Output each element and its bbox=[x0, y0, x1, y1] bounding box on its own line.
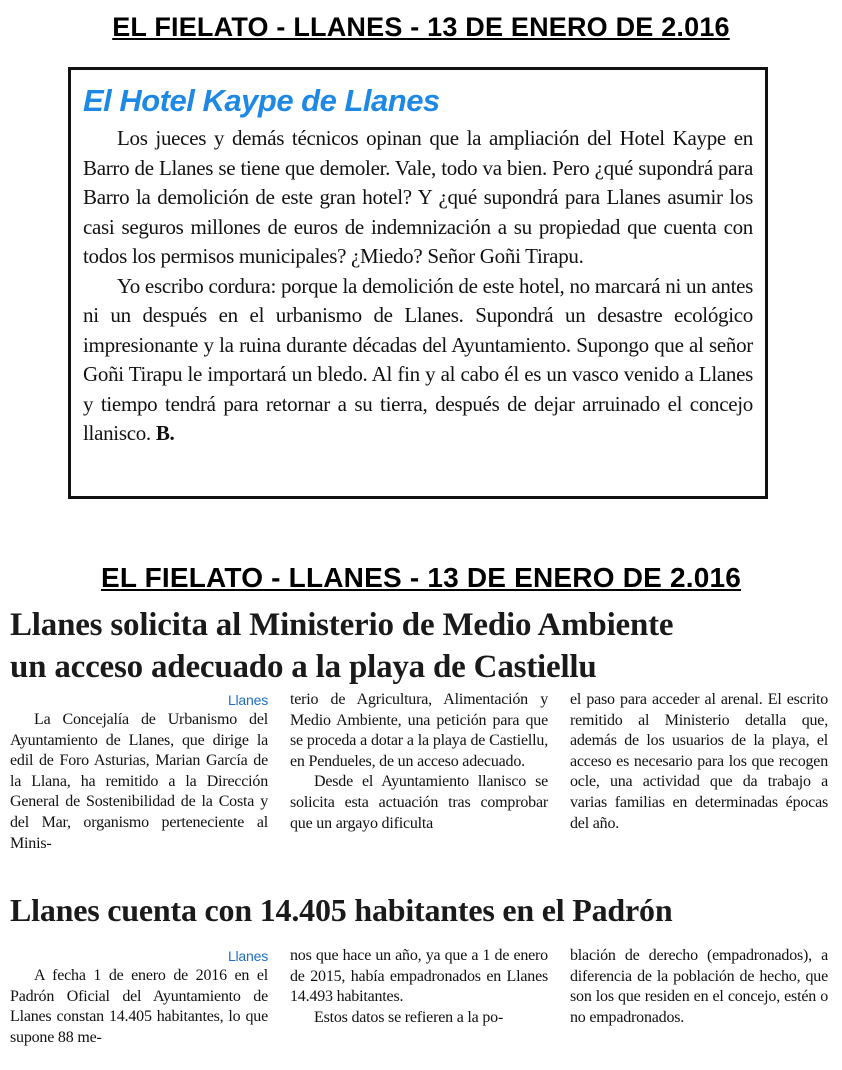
article-1-headline bbox=[10, 604, 832, 688]
letter-paragraph-1-text: Los jueces y demás técnicos opinan que la ampliación del Hotel Kaype en Barro de Llanes se tiene que demoler. Vale, todo va bien. Pero ¿qué supondrá para Barro la demolición de este gran hotel? Y ¿qué supondrá para Llanes asumir los casi seguros millones de euros de indemnización a su propiedad que cuenta con todos los permisos municipales? ¿Miedo? Señor Goñi Tirapu. bbox=[83, 126, 753, 268]
article-1-headline-line-1: Llanes solicita al Ministerio de Medio Ambiente bbox=[10, 607, 674, 643]
article-1-col1-paragraph: La Concejalía de Urbanismo del Ayuntamiento de Llanes, que dirige la edil de Foro Asturias, Marian García de la Llana, ha remitido a la Dirección General de Sostenibilidad de la Costa y del Mar, organismo perteneciente al Minis- bbox=[10, 711, 268, 852]
letter-box bbox=[68, 67, 768, 499]
article-2-column-2 bbox=[290, 946, 548, 1048]
article-1-byline: Llanes bbox=[227, 692, 268, 708]
article-2-col2-paragraph-1: nos que hace un año, ya que a 1 de enero de 2015, había empadronados en Llanes 14.493 habitantes. bbox=[290, 947, 548, 1006]
article-2-headline: Llanes cuenta con 14.405 habitantes en el Padrón bbox=[10, 892, 673, 928]
page-header-top: EL FIELATO - LLANES - 13 DE ENERO DE 2.016 bbox=[112, 12, 730, 42]
article-1-column-2 bbox=[290, 690, 548, 854]
article-1-col2-paragraph-1: terio de Agricultura, Alimentación y Medio Ambiente, una petición para que se proceda a dotar a la playa de Castiellu, en Pendueles, de un acceso adecuado. bbox=[290, 691, 548, 770]
letter-paragraph-2 bbox=[83, 272, 753, 449]
article-2-byline: Llanes bbox=[227, 948, 268, 964]
article-2-col1-paragraph: A fecha 1 de enero de 2016 en el Padrón Oficial del Ayuntamiento de Llanes constan 14.405 habitantes, lo que supone 88 me- bbox=[10, 967, 268, 1046]
article-1-body bbox=[10, 690, 830, 854]
article-2-column-3 bbox=[570, 946, 828, 1048]
article-1-col3-paragraph: el paso para acceder al arenal. El escrito remitido al Ministerio detalla que, además de los usuarios de la playa, el acceso es necesario para los que recogen ocle, una actividad que da trabajo a varias familias en determinadas épocas del año. bbox=[570, 691, 828, 832]
article-2-col2-paragraph-2: Estos datos se refieren a la po- bbox=[314, 1008, 504, 1026]
article-1-col2-paragraph-2: Desde el Ayuntamiento llanisco se solicita esta actuación tras comprobar que un argayo dificulta bbox=[290, 773, 548, 832]
article-1-column-1 bbox=[10, 690, 268, 854]
article-1-headline-line-2: un acceso adecuado a la playa de Castiellu bbox=[10, 649, 597, 685]
article-2-col3-paragraph: blación de derecho (empadronados), a diferencia de la población de hecho, que son los que residen en el concejo, estén o no empadronados. bbox=[570, 947, 828, 1026]
article-2-body bbox=[10, 946, 830, 1048]
letter-paragraph-1 bbox=[83, 124, 753, 272]
page-header-bottom: EL FIELATO - LLANES - 13 DE ENERO DE 2.016 bbox=[100, 562, 742, 593]
article-2-column-1 bbox=[10, 946, 268, 1048]
letter-paragraph-2-text: Yo escribo cordura: porque la demolición de este hotel, no marcará ni un antes ni un después en el urbanismo de Llanes. Supondrá un desastre ecológico impresionante y la ruina durante décadas del Ayuntamiento. Supongo que al señor Goñi Tirapu le importará un bledo. Al fin y al cabo él es un vasco venido a Llanes y tiempo tendrá para retornar a su tierra, después de dejar arruinado el concejo llanisco. bbox=[83, 273, 753, 445]
letter-title: El Hotel Kaype de Llanes bbox=[83, 83, 440, 118]
article-1-column-3 bbox=[570, 690, 828, 854]
letter-signature: B. bbox=[155, 421, 175, 445]
